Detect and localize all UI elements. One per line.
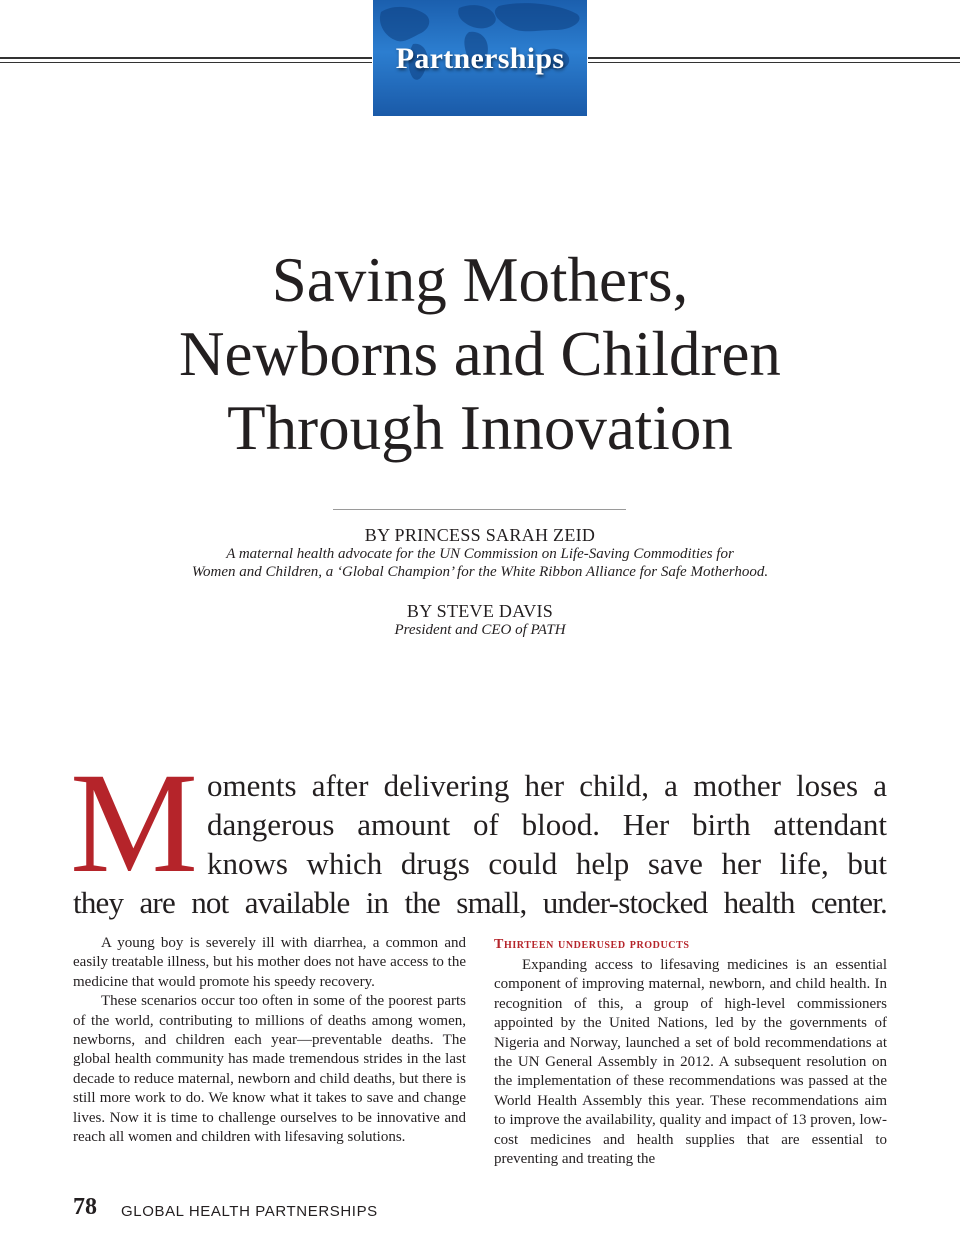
intro-line: they are not available in the small, under-stocked health center. <box>73 885 887 920</box>
body-paragraph: Expanding access to lifesaving medicines is an essential component of improving maternal, newborn, and child health. In recognition of this, a group of high-level commissioners appointed by the United Nations, led by the governments of Nigeria and Norway, launched a set of bold recommendations at the UN General Assembly in 2012. A subsequent resolution on the implementation of these recommendations was passed at the World Health Assembly this year. These recommendations aim to improve the availability, quality and impact of 13 proven, low-cost medicines and health supplies that are essential to preventing and treating the <box>494 957 887 1168</box>
byline-author-1 <box>0 525 960 581</box>
author-description: Women and Children, a ‘Global Champion’ for the White Ribbon Alliance for Safe Motherhood. <box>191 564 769 580</box>
drop-cap: M <box>70 744 199 903</box>
intro-line: dangerous amount of blood. Her birth attendant <box>207 807 887 842</box>
page-number: 78 <box>73 1194 97 1220</box>
author-name: BY PRINCESS SARAH ZEID <box>364 525 596 545</box>
section-tab-label: Partnerships <box>395 42 565 75</box>
article-title-line: Through Innovation <box>227 393 733 463</box>
title-divider <box>333 509 626 510</box>
section-heading: Thirteen underused products <box>494 937 690 952</box>
article-title-line: Saving Mothers, <box>271 245 689 315</box>
body-paragraph: A young boy is severely ill with diarrhea, a common and easily treatable illness, but his mother does not have access to the medicine that would promote his speedy recovery. <box>73 935 466 990</box>
author-name: BY STEVE DAVIS <box>406 601 554 621</box>
body-column-right <box>494 934 887 1169</box>
article-title-line: Newborns and Children <box>179 319 781 389</box>
header-rule-left <box>0 57 372 65</box>
body-column-left <box>73 934 466 1147</box>
header-rule-right <box>588 57 960 65</box>
running-head: GLOBAL HEALTH PARTNERSHIPS <box>121 1203 378 1220</box>
byline-author-2 <box>0 601 960 639</box>
author-description: A maternal health advocate for the UN Commission on Life-Saving Commodities for <box>226 546 734 562</box>
author-description: President and CEO of PATH <box>394 622 566 638</box>
body-paragraph: These scenarios occur too often in some of the poorest parts of the world, contributing to millions of deaths among women, newborns, and children each year—preventable deaths. The global health community has made tremendous strides in the last decade to reduce maternal, newborn and child deaths, but there is still more work to do. We know what it takes to save and change lives. Now it is time to challenge ourselves to be innovative and reach all women and children with lifesaving solutions. <box>73 993 466 1146</box>
intro-line: oments after delivering her child, a mother loses a <box>207 768 887 803</box>
intro-line: knows which drugs could help save her life, but <box>207 846 887 881</box>
section-tab <box>373 0 587 116</box>
article-title <box>60 243 900 465</box>
